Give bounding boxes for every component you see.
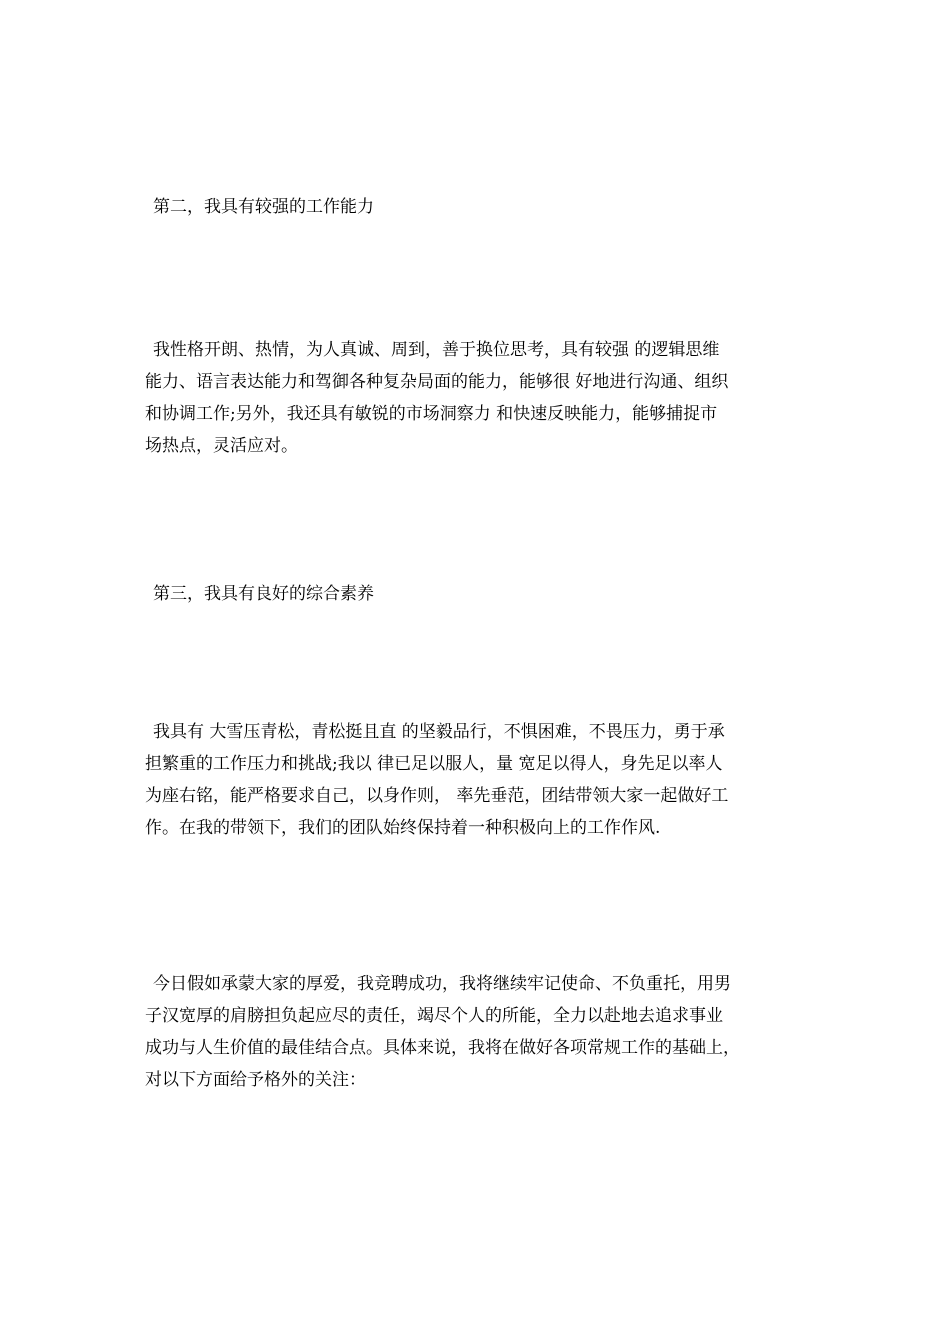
paragraph-line: 我具有 大雪压青松，青松挺且直 的坚毅品行，不惧困难，不畏压力，勇于承 xyxy=(153,722,725,742)
paragraph-line: 能力、语言表达能力和驾御各种复杂局面的能力，能够很 好地进行沟通、组织 xyxy=(145,372,729,392)
paragraph-commitment xyxy=(145,968,810,1096)
paragraph-work-ability xyxy=(145,334,810,462)
section-heading-second xyxy=(145,195,818,219)
section-heading-third xyxy=(145,582,818,606)
paragraph-line: 今日假如承蒙大家的厚爱，我竞聘成功，我将继续牢记使命、不负重托，用男 xyxy=(153,974,731,994)
heading-text: 第三，我具有良好的综合素养 xyxy=(153,584,374,604)
paragraph-line: 担繁重的工作压力和挑战;我以 律已足以服人，量 宽足以得人，身先足以率人 xyxy=(145,754,723,774)
paragraph-line: 作。在我的带领下，我们的团队始终保持着一种积极向上的工作作风. xyxy=(145,818,661,838)
paragraph-line: 场热点，灵活应对。 xyxy=(145,436,298,456)
heading-text: 第二，我具有较强的工作能力 xyxy=(153,197,374,217)
paragraph-line: 我性格开朗、热情，为人真诚、周到，善于换位思考，具有较强 的逻辑思维 xyxy=(153,340,720,360)
paragraph-line: 为座右铭，能严格要求自己，以身作则， 率先垂范，团结带领大家一起做好工 xyxy=(145,786,729,806)
paragraph-line: 子汉宽厚的肩膀担负起应尽的责任，竭尽个人的所能，全力以赴地去追求事业 xyxy=(145,1006,723,1026)
paragraph-line: 和协调工作;另外，我还具有敏锐的市场洞察力 和快速反映能力，能够捕捉市 xyxy=(145,404,718,424)
paragraph-comprehensive-quality xyxy=(145,716,810,844)
paragraph-line: 对以下方面给予格外的关注： xyxy=(145,1070,366,1090)
paragraph-line: 成功与人生价值的最佳结合点。具体来说，我将在做好各项常规工作的基础上， xyxy=(145,1038,740,1058)
